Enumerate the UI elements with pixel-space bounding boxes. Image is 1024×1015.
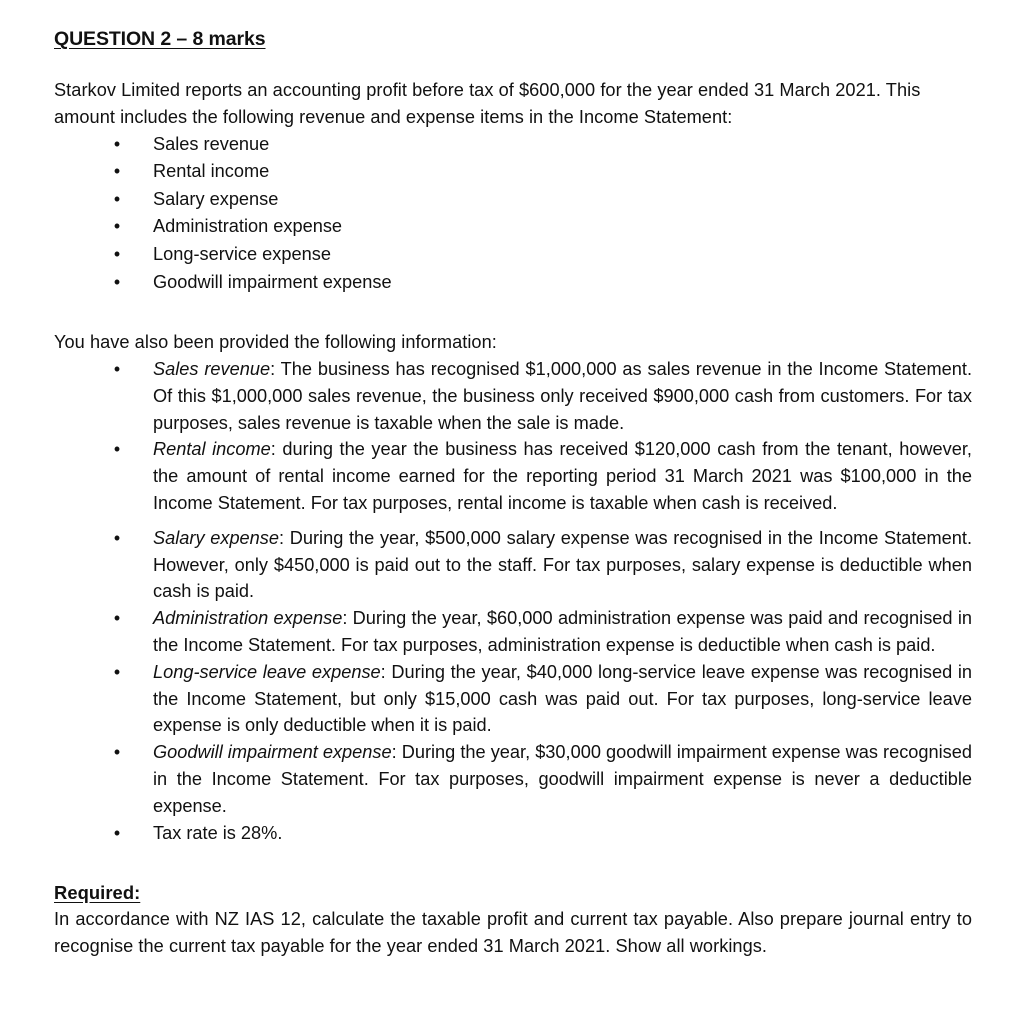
list-item-label: Sales revenue xyxy=(153,133,270,154)
bullet-icon: • xyxy=(113,133,121,154)
list-item-label: Administration expense xyxy=(153,216,343,237)
info-item-name: Salary expense xyxy=(153,527,279,548)
list-item xyxy=(54,131,972,159)
bullet-icon: • xyxy=(113,439,121,460)
list-item xyxy=(54,186,972,214)
info-item-text: : During the year, $30,000 goodwill impairment expense was recognised in the Income Statement. For tax purposes, goodwill impairment expense is never a deductible expense. xyxy=(153,742,972,816)
list-item xyxy=(54,269,972,297)
info-item-name: Administration expense xyxy=(153,608,343,629)
list-item-label: Rental income xyxy=(153,161,270,182)
bullet-icon: • xyxy=(113,216,121,237)
info-item-text: : During the year, $60,000 administration expense was paid and recognised in the Income Statement. For tax purposes, administration expense is deductible when cash is paid. xyxy=(153,608,972,655)
list-item-label: Long-service expense xyxy=(153,243,331,264)
list-item-label: Salary expense xyxy=(153,188,279,209)
bullet-icon: • xyxy=(113,243,121,264)
info-item-name: Long-service leave expense xyxy=(153,661,381,682)
income-statement-items-list xyxy=(54,131,972,297)
info-item-name: Sales revenue xyxy=(153,358,271,379)
list-item-label: Goodwill impairment expense xyxy=(153,271,392,292)
list-item xyxy=(54,241,972,269)
question-title: QUESTION 2 – 8 marks xyxy=(54,28,266,50)
info-item-text: : During the year, $40,000 long-service leave expense was recognised in the Income Statement, but only $15,000 cash was paid out. For tax purposes, long-service leave expense is only deductible when it is paid. xyxy=(153,661,972,736)
additional-info-list xyxy=(54,356,972,846)
info-item-text: Tax rate is 28%. xyxy=(153,822,283,843)
info-item-rental-income xyxy=(54,436,972,516)
intro-paragraph: Starkov Limited reports an accounting profit before tax of $600,000 for the year ended 31 March 2021. This amount includes the following revenue and expense items in the Income Statement: xyxy=(54,80,921,127)
bullet-icon: • xyxy=(113,608,121,629)
bullet-icon: • xyxy=(113,742,121,763)
info-item-name: Rental income xyxy=(153,439,271,460)
info-item-text: : During the year, $500,000 salary expense was recognised in the Income Statement. However, only $450,000 is paid out to the staff. For tax purposes, salary expense is deductible when cash is paid. xyxy=(153,527,972,602)
bullet-icon: • xyxy=(113,661,121,682)
info-item-administration-expense xyxy=(54,605,972,659)
info-item-goodwill-impairment xyxy=(54,739,972,819)
info-item-sales-revenue xyxy=(54,356,972,436)
bullet-icon: • xyxy=(113,188,121,209)
bullet-icon: • xyxy=(113,271,121,292)
list-item xyxy=(54,213,972,241)
info-item-text: : during the year the business has received $120,000 cash from the tenant, however, the amount of rental income earned for the reporting period 31 March 2021 was $100,000 in the Income Statement. For tax purposes, rental income is taxable when cash is received. xyxy=(153,439,972,513)
info-item-name: Goodwill impairment expense xyxy=(153,742,392,763)
info-item-long-service-leave xyxy=(54,659,972,739)
list-item xyxy=(54,158,972,186)
required-heading: Required: xyxy=(54,882,141,904)
bullet-icon: • xyxy=(113,822,121,843)
additional-info-heading: You have also been provided the following information: xyxy=(54,332,497,353)
bullet-icon: • xyxy=(113,161,121,182)
info-item-salary-expense xyxy=(54,525,972,605)
info-item-text: : The business has recognised $1,000,000 as sales revenue in the Income Statement. Of this $1,000,000 sales revenue, the business only received $900,000 cash from customers. For tax purposes, sales revenue is taxable when the sale is made. xyxy=(153,358,972,433)
info-item-tax-rate xyxy=(54,820,972,847)
bullet-icon: • xyxy=(113,527,121,548)
question-document xyxy=(54,24,972,960)
required-text: In accordance with NZ IAS 12, calculate the taxable profit and current tax payable. Also prepare journal entry to recognise the current tax payable for the year ended 31 March 2021. Show all workings. xyxy=(54,909,972,957)
bullet-icon: • xyxy=(113,358,121,379)
